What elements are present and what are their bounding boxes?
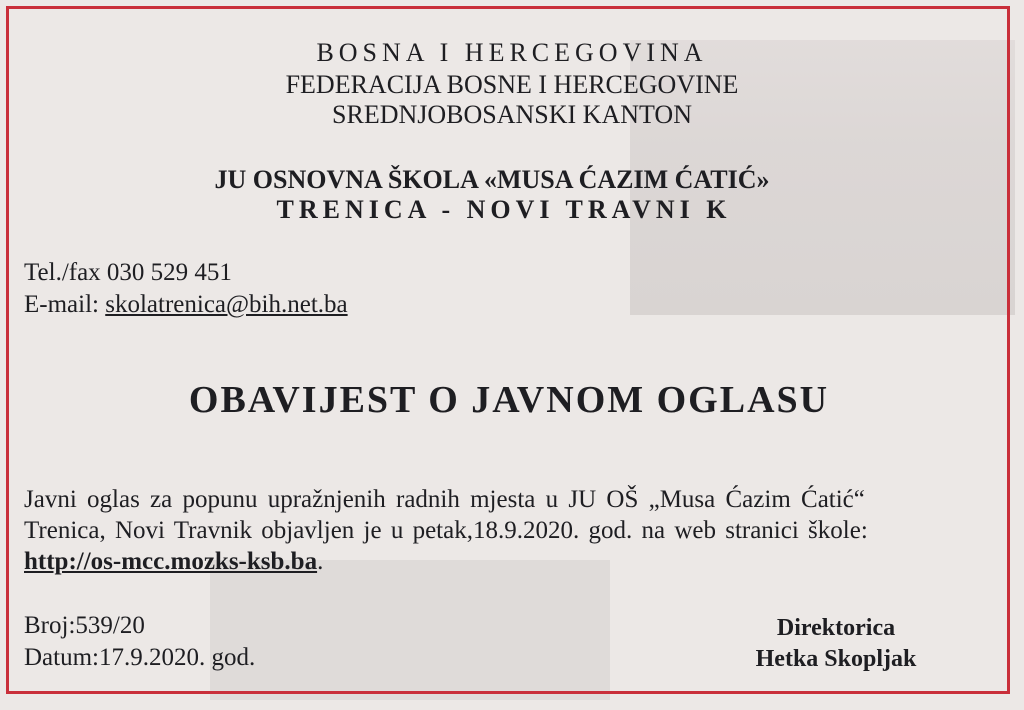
header-school-name: JU OSNOVNA ŠKOLA «MUSA ĆAZIM ĆATIĆ» [214, 165, 770, 194]
reference-date: Datum:17.9.2020. god. [24, 644, 256, 671]
reference-number: Broj:539/20 [24, 612, 145, 639]
header-canton: SREDNJOBOSANSKI KANTON [332, 100, 692, 129]
contact-email-line [24, 291, 348, 319]
contact-email-link[interactable]: skolatrenica@bih.net.ba [105, 291, 348, 318]
signatory-role: Direktorica [776, 615, 896, 641]
signatory-name: Hetka Skopljak [755, 646, 917, 672]
notice-title: OBAVIJEST O JAVNOM OGLASU [188, 379, 830, 421]
notice-body-line-3 [24, 546, 1000, 577]
header-school-place: TRENICA - NOVI TRAVNI K [276, 195, 732, 224]
notice-body-line-2: Trenica, Novi Travnik objavljen je u petak,18.9.2020. god. na web stranici škole: [24, 517, 868, 544]
contact-telephone: Tel./fax 030 529 451 [24, 259, 232, 286]
header-federation: FEDERACIJA BOSNE I HERCEGOVINE [285, 70, 739, 99]
header-country: BOSNA I HERCEGOVINA [316, 38, 708, 67]
notice-body-line-1: Javni oglas za popunu upražnjenih radnih mjesta u JU OŠ „Musa Ćazim Ćatić“ [24, 486, 865, 513]
contact-email-label: E-mail: [24, 291, 106, 318]
school-website-link[interactable]: http://os-mcc.mozks-ksb.ba [24, 548, 318, 575]
notice-link-suffix: . [317, 548, 324, 575]
